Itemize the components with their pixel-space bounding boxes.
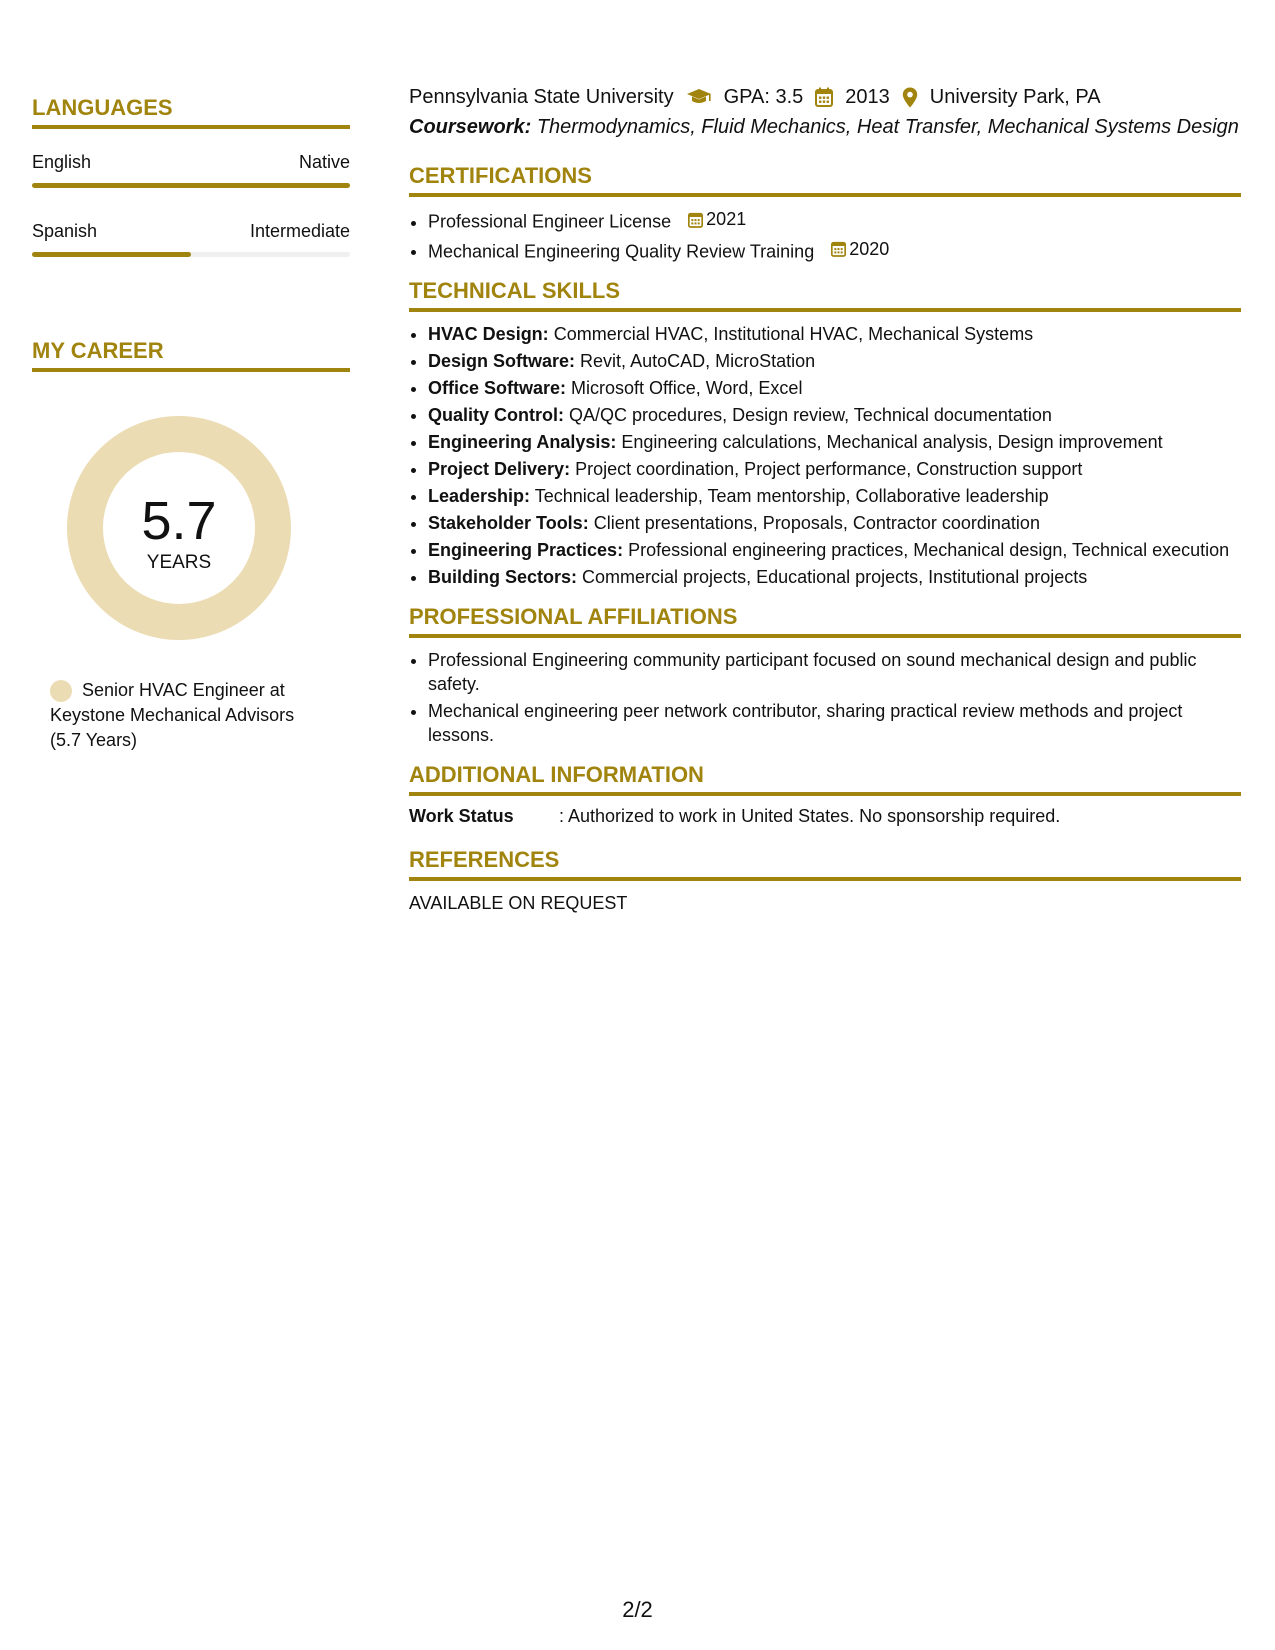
skill-label: Engineering Practices:: [428, 540, 624, 560]
skill-text: Commercial HVAC, Institutional HVAC, Mechanical Systems: [553, 324, 1034, 344]
references-title: REFERENCES: [409, 846, 1241, 881]
career-title: MY CAREER: [32, 337, 350, 372]
skill-item: [428, 430, 1241, 454]
skill-item: [428, 457, 1241, 481]
language-proficiency-fill: [32, 183, 350, 188]
affiliations-title: PROFESSIONAL AFFILIATIONS: [409, 603, 1241, 638]
skill-item: [428, 322, 1241, 346]
location-pin-icon: [902, 87, 918, 108]
work-status-key: Work Status: [409, 806, 514, 826]
skill-item: [428, 403, 1241, 427]
language-name: Spanish: [32, 221, 98, 241]
coursework-label: Coursework:: [409, 116, 532, 138]
certification-year: 2020: [849, 238, 890, 259]
education-coursework: [409, 115, 1241, 140]
certification-name: Mechanical Engineering Quality Review Training: [428, 241, 815, 261]
career-item-line2: Keystone Mechanical Advisors: [50, 705, 295, 725]
skill-item: [428, 511, 1241, 535]
language-proficiency-bar: [32, 183, 350, 188]
career-item-line3: (5.7 Years): [50, 730, 138, 750]
certification-item: [428, 207, 1241, 234]
career-donut-chart: [67, 416, 291, 640]
skill-item: [428, 349, 1241, 373]
skill-text: Project coordination, Project performance, Construction support: [575, 459, 1083, 479]
affiliation-item: • Mechanical engineering peer network contributor, sharing practical review methods and project lessons.: [428, 699, 1241, 747]
skill-text: Engineering calculations, Mechanical analysis, Design improvement: [621, 432, 1163, 452]
languages-title: LANGUAGES: [32, 94, 350, 129]
certification-item: [428, 237, 1241, 264]
skill-text: Client presentations, Proposals, Contractor coordination: [593, 513, 1040, 533]
language-level: Intermediate: [249, 221, 350, 241]
coursework-text: Thermodynamics, Fluid Mechanics, Heat Transfer, Mechanical Systems Design: [536, 116, 1239, 138]
skill-label: Leadership:: [428, 486, 531, 506]
education-year: 2013: [845, 86, 890, 108]
skills-title: TECHNICAL SKILLS: [409, 277, 1241, 312]
skill-text: Professional engineering practices, Mechanical design, Technical execution: [628, 540, 1230, 560]
skills-list: [409, 322, 1241, 589]
left-column: [32, 94, 350, 753]
skill-text: Microsoft Office, Word, Excel: [571, 378, 803, 398]
work-status-value: : Authorized to work in United States. No sponsorship required.: [559, 806, 1061, 826]
page-number: 2/2: [622, 1597, 653, 1622]
affiliations-section: [409, 603, 1241, 747]
certification-name: Professional Engineer License: [428, 211, 672, 232]
references-text: AVAILABLE ON REQUEST: [409, 893, 628, 913]
skills-section: [409, 277, 1241, 589]
additional-section: [409, 761, 1241, 828]
career-item-line1: Senior HVAC Engineer at: [82, 680, 285, 700]
certifications-title: CERTIFICATIONS: [409, 162, 1241, 197]
language-level: Native: [298, 152, 350, 172]
affiliations-list: [409, 648, 1241, 747]
skill-label: Design Software:: [428, 351, 576, 371]
skill-item: [428, 376, 1241, 400]
skill-label: Building Sectors:: [428, 567, 578, 587]
skill-label: HVAC Design:: [428, 324, 549, 344]
education-location: University Park, PA: [929, 86, 1101, 108]
skill-label: Stakeholder Tools:: [428, 513, 589, 533]
language-item-spanish: [32, 220, 350, 257]
career-total-value: 5.7: [141, 491, 217, 551]
skill-label: Quality Control:: [428, 405, 564, 425]
work-status-row: [409, 804, 1241, 828]
skill-label: Project Delivery:: [428, 459, 571, 479]
education-line: [409, 84, 1241, 110]
skill-text: Technical leadership, Team mentorship, Collaborative leadership: [534, 486, 1049, 506]
calendar-icon: [831, 240, 846, 257]
skill-item: [428, 565, 1241, 589]
skill-item: [428, 484, 1241, 508]
certifications-list: [409, 207, 1241, 263]
education-school: Pennsylvania State University: [409, 86, 674, 108]
skill-text: Revit, AutoCAD, MicroStation: [580, 351, 816, 371]
language-item-english: [32, 151, 350, 188]
career-total-unit: YEARS: [146, 552, 212, 573]
career-donut: [67, 416, 291, 640]
education-gpa: GPA: 3.5: [723, 86, 804, 108]
references-section: [409, 846, 1241, 915]
calendar-icon: [688, 211, 703, 228]
skill-item: [428, 538, 1241, 562]
skill-label: Office Software:: [428, 378, 567, 398]
language-proficiency-bar: [32, 252, 350, 257]
career-item: [50, 678, 350, 753]
skill-label: Engineering Analysis:: [428, 432, 617, 452]
right-column: [409, 84, 1241, 915]
affiliation-item: • Professional Engineering community participant focused on sound mechanical design and public safety.: [428, 648, 1241, 696]
language-proficiency-fill: [32, 252, 191, 257]
additional-title: ADDITIONAL INFORMATION: [409, 761, 1241, 796]
skill-text: Commercial projects, Educational projects, Institutional projects: [582, 567, 1088, 587]
skill-text: QA/QC procedures, Design review, Technical documentation: [569, 405, 1052, 425]
certifications-section: [409, 162, 1241, 263]
language-name: English: [32, 152, 92, 172]
calendar-icon: [815, 87, 833, 107]
graduation-cap-icon: [686, 88, 712, 106]
certification-year: 2021: [706, 209, 747, 229]
